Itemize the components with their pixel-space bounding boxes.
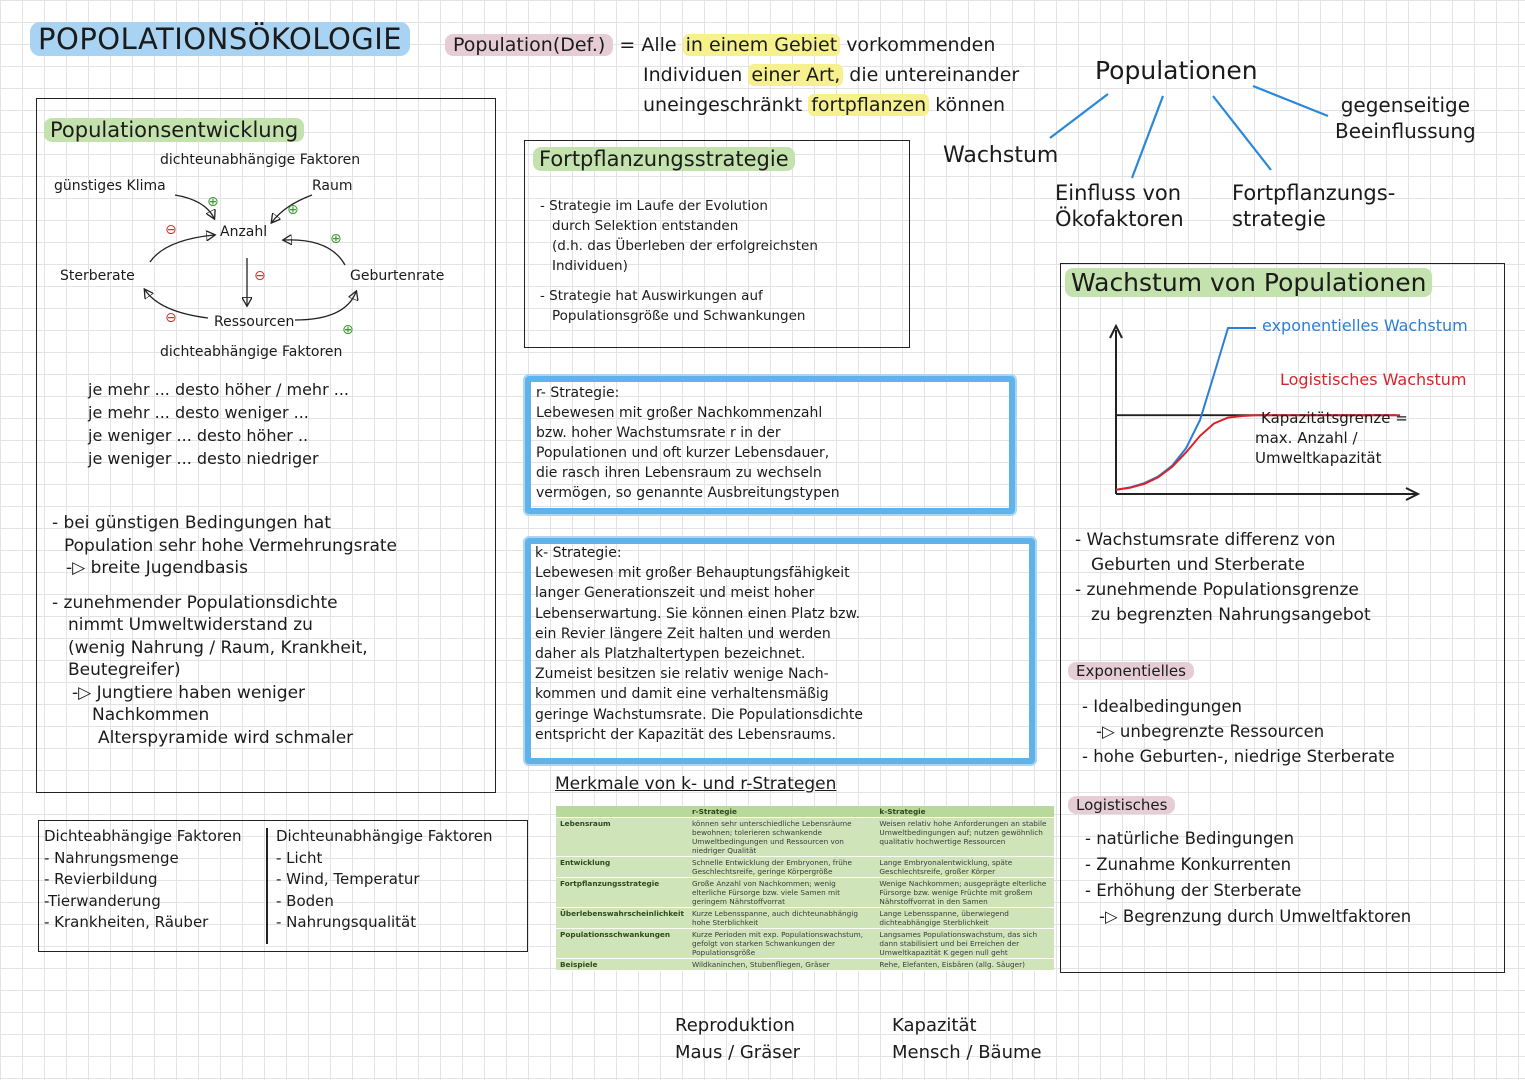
- k-strategie-line: daher als Platzhaltertypen bezeichnet.: [535, 646, 806, 663]
- wachstum-bullets: [1075, 528, 1371, 628]
- merkmale-below-k: [892, 1012, 1042, 1066]
- bullet-line: - zunehmender Populationsdichte: [52, 592, 338, 613]
- fortpflanzungsstrategie-heading: [533, 147, 795, 171]
- r-strategie-text: [536, 383, 840, 503]
- merkmale-heading: Merkmale von k- und r-Strategen: [555, 774, 837, 794]
- table-cell: Lange Lebensspanne, überwiegend dichteabhängige Sterblichkeit: [875, 908, 1054, 929]
- diagram-ressourcen: Ressourcen: [214, 314, 295, 330]
- diagram-sterberate: Sterberate: [60, 268, 135, 284]
- faktoren-right-item: - Wind, Temperatur: [276, 870, 420, 888]
- wachstum-heading-text: Wachstum von Populationen: [1065, 268, 1432, 297]
- bullet-line: nimmt Umweltwiderstand zu: [68, 615, 313, 635]
- table-row: [556, 929, 1054, 959]
- mindmap-branch-gegenseitig-1: gegenseitige: [1340, 93, 1471, 117]
- chart-kap-label-2: max. Anzahl /: [1255, 429, 1358, 447]
- exp-item: - hohe Geburten-, niedrige Sterberate: [1082, 747, 1395, 766]
- table-row-head: Überlebenswahrscheinlichkeit: [556, 908, 688, 929]
- table-cell: Rehe, Elefanten, Eisbären (allg. Säuger): [875, 959, 1054, 971]
- table-cell: Lange Embryonalentwicklung, späte Geschlechtsreife, großer Körper: [875, 857, 1054, 878]
- table-row: [556, 818, 1054, 857]
- definition-line3-b: können: [935, 94, 1006, 116]
- chart-series-exponential: [1116, 328, 1256, 490]
- faktoren-right-item: - Boden: [276, 891, 334, 910]
- faktoren-left-heading: Dichteabhängige Faktoren: [44, 827, 242, 845]
- fortpflanzung-line: - Strategie hat Auswirkungen auf: [540, 288, 763, 304]
- definition-line3-a: uneingeschränkt: [643, 94, 803, 116]
- bullet-line: Alterspyramide wird schmaler: [98, 727, 354, 748]
- minus-icon: ⊖: [165, 310, 177, 326]
- table-cell: Langsames Populationswachstum, das sich dann stabilisiert und bei Erreichen der Umweltkapazität K gegen null geht: [875, 929, 1054, 959]
- arrow-ressourcen-geburt: [295, 292, 356, 320]
- chart-log-label: Logistisches Wachstum: [1280, 370, 1467, 389]
- faktoren-right-item: - Nahrungsqualität: [276, 913, 417, 931]
- table-cell: Wildkaninchen, Stubenfliegen, Gräser: [688, 959, 875, 971]
- k-strategie-line: entspricht der Kapazität des Lebensraums.: [535, 726, 836, 743]
- definition-line1-b: vorkommenden: [846, 34, 996, 56]
- diagram-bottom-label: dichteabhängige Faktoren: [160, 344, 343, 360]
- r-strategie-line: Populationen und oft kurzer Lebensdauer,: [536, 445, 830, 461]
- diagram-geburtenrate: Geburtenrate: [350, 268, 445, 284]
- table-cell: Weisen relativ hohe Anforderungen an stabile Umweltbedingungen auf; nutzen gewöhnlich qualitativ hochwertige Ressourcen: [875, 818, 1054, 857]
- faktoren-left-item: - Krankheiten, Räuber: [44, 913, 209, 931]
- k-strategie-line: k- Strategie:: [535, 545, 622, 561]
- logi-items: [1085, 826, 1411, 930]
- table-row: [556, 908, 1054, 929]
- exp-heading: [1068, 662, 1194, 680]
- definition-line2-b: die untereinander: [849, 64, 1020, 86]
- definition-line2-highlight: einer Art,: [748, 64, 843, 86]
- k-strategie-line: kommen und damit eine verhaltensmäßig: [535, 686, 829, 703]
- bullet-line: (wenig Nahrung / Raum, Krankheit,: [68, 637, 368, 658]
- chart-kap-label: [1255, 408, 1408, 468]
- table-cell: Wenige Nachkommen; ausgeprägte elterliche Fürsorge bzw. wenige Früchte mit großem Nährstoffvorrat in den Samen: [875, 878, 1054, 908]
- page-title-text: POPOLATIONSÖKOLOGIE: [30, 22, 410, 56]
- arrow-sterbe-anzahl: [150, 235, 214, 262]
- mindmap-branch-fortpflanzung-1: Fortpflanzungs-: [1232, 181, 1396, 205]
- bullet-line: Beutegreifer): [68, 660, 181, 680]
- table-cell: Große Anzahl von Nachkommen; wenig elterliche Fürsorge bzw. viele Samen mit geringem Nährstoffvorrat: [688, 878, 875, 908]
- r-strategie-line: Lebewesen mit großer Nachkommenzahl: [536, 405, 823, 421]
- wachstum-bullet: - Wachstumsrate differenz von: [1075, 530, 1336, 550]
- exp-item: -▷ unbegrenzte Ressourcen: [1096, 722, 1325, 741]
- merkmale-below-r: [675, 1012, 800, 1066]
- definition-label: Population(Def.): [445, 34, 613, 56]
- faktoren-right-heading: Dichteunabhängige Faktoren: [276, 827, 493, 845]
- fortpflanzungsstrategie-text: [540, 196, 818, 326]
- merkmale-below-r-1: Reproduktion: [675, 1015, 795, 1036]
- merkmale-below-k-1: Kapazität: [892, 1015, 977, 1036]
- plus-icon: ⊕: [342, 322, 354, 338]
- diagram-top-label: dichteunabhängige Faktoren: [160, 152, 361, 168]
- chart-kap-label-1: Kapazitätsgrenze =: [1261, 409, 1408, 427]
- plus-icon: ⊕: [330, 231, 342, 247]
- je-line: je mehr ... desto höher / mehr ...: [88, 380, 349, 399]
- faktoren-divider: [266, 828, 268, 944]
- k-strategie-line: Lebewesen mit großer Behauptungsfähigkeit: [535, 565, 850, 582]
- fortpflanzung-line: Individuen): [552, 258, 628, 274]
- table-row: [556, 959, 1054, 971]
- chart-exp-label: exponentielles Wachstum: [1262, 316, 1468, 335]
- logi-item: -▷ Begrenzung durch Umweltfaktoren: [1099, 907, 1412, 926]
- je-line: je mehr ... desto weniger ...: [88, 403, 309, 422]
- faktoren-left-item: - Revierbildung: [44, 870, 158, 888]
- fortpflanzung-line: - Strategie im Laufe der Evolution: [540, 198, 768, 214]
- merkmale-col-head: k-Strategie: [875, 806, 1054, 818]
- merkmale-table-header: [556, 806, 1054, 818]
- logi-heading: [1068, 796, 1175, 814]
- diagram-klima: günstiges Klima: [54, 178, 166, 194]
- k-strategie-line: langer Generationszeit und meist hoher: [535, 585, 815, 602]
- table-row: [556, 857, 1054, 878]
- plus-icon: ⊕: [287, 202, 299, 218]
- wachstum-bullet: zu begrenzten Nahrungsangebot: [1091, 605, 1371, 625]
- table-cell: können sehr unterschiedliche Lebensräume bewohnen; tolerieren schwankende Umweltbedingungen und Ressourcen von niedriger Qualität: [688, 818, 875, 857]
- fortpflanzung-line: durch Selektion entstanden: [552, 218, 739, 234]
- wachstum-bullet: - zunehmende Populationsgrenze: [1075, 580, 1359, 600]
- logi-item: - Zunahme Konkurrenten: [1085, 855, 1292, 874]
- table-cell: Kurze Lebensspanne, auch dichteunabhängig hohe Sterblichkeit: [688, 908, 875, 929]
- faktoren-right: [276, 826, 492, 934]
- k-strategie-text: [535, 543, 863, 745]
- mindmap-branch-einfluss-1: Einfluss von: [1055, 181, 1182, 205]
- table-row-head: Entwicklung: [556, 857, 688, 878]
- bullet-line: Nachkommen: [92, 705, 210, 725]
- merkmale-col-head: [556, 806, 688, 818]
- wachstum-heading: [1065, 268, 1432, 297]
- bullet-line: Population sehr hohe Vermehrungsrate: [64, 535, 397, 556]
- mindmap-branch-fortpflanzung-2: strategie: [1232, 207, 1326, 231]
- plus-icon: ⊕: [207, 194, 219, 210]
- fortpflanzung-line: (d.h. das Überleben der erfolgreichsten: [552, 238, 818, 254]
- merkmale-below-r-2: Maus / Gräser: [675, 1042, 801, 1063]
- je-line: je weniger ... desto höher ..: [88, 426, 309, 445]
- table-cell: Kurze Perioden mit exp. Populationswachstum, gefolgt von starken Schwankungen der Populationsgröße: [688, 929, 875, 959]
- definition-line2-a: Individuen: [643, 64, 743, 86]
- table-row-head: Beispiele: [556, 959, 688, 971]
- merkmale-table: [556, 806, 1054, 971]
- mindmap-branch-gegenseitig-2: Beeinflussung: [1335, 119, 1476, 143]
- r-strategie-line: r- Strategie:: [536, 385, 620, 401]
- k-strategie-line: geringe Wachstumsrate. Die Populationsdichte: [535, 706, 864, 723]
- je-lines: [88, 378, 349, 470]
- logi-item: - Erhöhung der Sterberate: [1085, 881, 1302, 900]
- definition-line3-highlight: fortpflanzen: [808, 94, 929, 116]
- chart-kap-label-3: Umweltkapazität: [1255, 449, 1382, 467]
- k-strategie-line: ein Revier längere Zeit halten und werden: [535, 625, 831, 642]
- k-strategie-line: Zumeist besitzen sie relativ wenige Nach-: [535, 666, 829, 683]
- exp-item: - Idealbedingungen: [1082, 697, 1242, 716]
- faktoren-left-item: -Tierwanderung: [44, 891, 161, 910]
- exp-heading-text: Exponentielles: [1068, 662, 1194, 680]
- faktoren-left-item: - Nahrungsmenge: [44, 848, 179, 867]
- diagram-raum: Raum: [312, 178, 353, 194]
- merkmale-below-k-2: Mensch / Bäume: [892, 1042, 1042, 1063]
- populationsentwicklung-heading-text: Populationsentwicklung: [44, 118, 304, 142]
- table-row: [556, 878, 1054, 908]
- mindmap-branch-einfluss-2: Ökofaktoren: [1055, 207, 1184, 231]
- definition-line1-highlight: in einem Gebiet: [683, 34, 841, 56]
- table-cell: Schnelle Entwicklung der Embryonen, frühe Geschlechtsreife, geringe Körpergröße: [688, 857, 875, 878]
- fortpflanzungsstrategie-heading-text: Fortpflanzungsstrategie: [533, 147, 795, 171]
- diagram-anzahl: Anzahl: [220, 224, 268, 240]
- mindmap-center: Populationen: [1095, 56, 1258, 85]
- logi-item: - natürliche Bedingungen: [1085, 829, 1295, 848]
- faktoren-right-item: - Licht: [276, 848, 323, 867]
- table-row-head: Lebensraum: [556, 818, 688, 857]
- exp-items: [1082, 694, 1395, 769]
- populationsentwicklung-bullets: [52, 512, 397, 749]
- table-row-head: Populationsschwankungen: [556, 929, 688, 959]
- mindmap-branch-wachstum: Wachstum: [943, 143, 1059, 168]
- k-strategie-line: Lebenserwartung. Sie können einen Platz bzw.: [535, 605, 861, 622]
- definition-equals: =: [619, 34, 636, 56]
- merkmale-col-head: r-Strategie: [688, 806, 875, 818]
- definition-line1-a: Alle: [641, 34, 677, 56]
- wachstum-bullet: Geburten und Sterberate: [1091, 555, 1305, 575]
- bullet-line: -▷ breite Jugendbasis: [66, 558, 248, 578]
- bullet-line: -▷ Jungtiere haben weniger: [72, 682, 306, 703]
- minus-icon: ⊖: [254, 268, 266, 284]
- minus-icon: ⊖: [165, 222, 177, 238]
- faktoren-left: [44, 826, 241, 934]
- r-strategie-line: vermögen, so genannte Ausbreitungstypen: [536, 485, 840, 501]
- table-row-head: Fortpflanzungsstrategie: [556, 878, 688, 908]
- logi-heading-text: Logistisches: [1068, 796, 1175, 814]
- fortpflanzung-line: Populationsgröße und Schwankungen: [552, 308, 806, 324]
- je-line: je weniger ... desto niedriger: [88, 449, 319, 468]
- r-strategie-line: die rasch ihren Lebensraum zu wechseln: [536, 465, 822, 481]
- bullet-line: - bei günstigen Bedingungen hat: [52, 513, 331, 533]
- r-strategie-line: bzw. hoher Wachstumsrate r in der: [536, 425, 781, 441]
